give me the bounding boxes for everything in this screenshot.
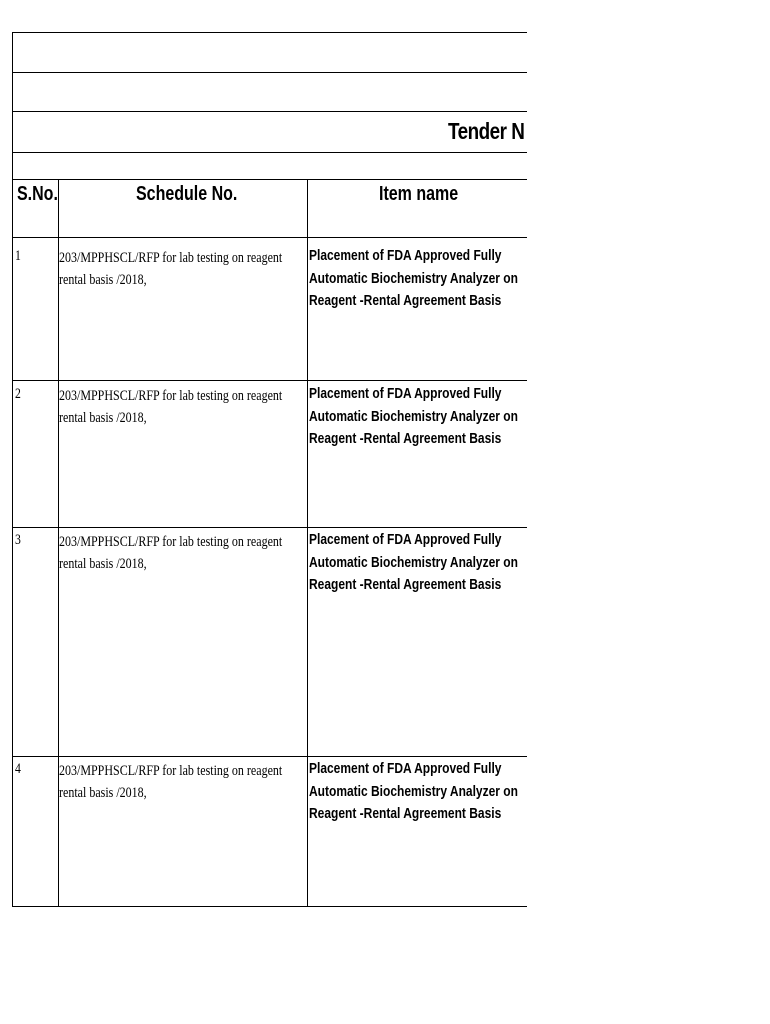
row-divider (13, 72, 527, 73)
row-3-schedule-line2: rental basis /2018, (59, 556, 147, 572)
row-1-schedule-line2: rental basis /2018, (59, 272, 147, 288)
row-4-item-line3: Reagent -Rental Agreement Basis (309, 805, 502, 822)
row-2-schedule-line2: rental basis /2018, (59, 410, 147, 426)
row-3-item-line1: Placement of FDA Approved Fully (309, 531, 502, 548)
header-schedule-no: Schedule No. (136, 183, 238, 205)
row-4-sno: 4 (15, 761, 21, 777)
row-1-item-line2: Automatic Biochemistry Analyzer on (309, 269, 518, 287)
header-bottom-divider (13, 237, 527, 238)
row-1-sno: 1 (15, 248, 21, 264)
row-2-item-line1: Placement of FDA Approved Fully (309, 385, 502, 402)
row-3-schedule (59, 531, 291, 575)
row-1-item (309, 245, 523, 313)
row-4-item-line1: Placement of FDA Approved Fully (309, 760, 502, 777)
tender-sheet (12, 32, 527, 907)
row-3-sno: 3 (15, 532, 21, 548)
row-2-schedule-line1: 203/MPPHSCL/RFP for lab testing on reagent (59, 388, 283, 404)
row-1-schedule-line1: 203/MPPHSCL/RFP for lab testing on reagent (59, 250, 283, 266)
row-3-schedule-line1: 203/MPPHSCL/RFP for lab testing on reagent (59, 534, 283, 550)
row-divider (13, 756, 527, 757)
row-divider (13, 111, 527, 112)
row-2-item-line2: Automatic Biochemistry Analyzer on (309, 407, 518, 425)
header-item-name: Item name (379, 183, 459, 205)
row-4-schedule-line2: rental basis /2018, (59, 785, 147, 801)
row-2-sno: 2 (15, 386, 21, 402)
row-1-schedule (59, 247, 291, 291)
row-4-item-line2: Automatic Biochemistry Analyzer on (309, 782, 518, 800)
row-2-schedule (59, 385, 291, 429)
row-2-item (309, 383, 523, 451)
row-4-schedule (59, 760, 291, 804)
row-4-schedule-line1: 203/MPPHSCL/RFP for lab testing on reagent (59, 763, 283, 779)
row-2-item-line3: Reagent -Rental Agreement Basis (309, 430, 502, 447)
row-3-item-line3: Reagent -Rental Agreement Basis (309, 576, 502, 593)
header-top-divider (13, 179, 527, 180)
tender-title: Tender N (448, 118, 525, 144)
row-1-item-line3: Reagent -Rental Agreement Basis (309, 292, 502, 309)
header-sno: S.No. (17, 183, 58, 205)
row-3-item (309, 529, 523, 597)
row-divider (13, 152, 527, 153)
row-3-item-line2: Automatic Biochemistry Analyzer on (309, 553, 518, 571)
row-divider (13, 527, 527, 528)
column-divider (307, 179, 308, 907)
row-4-item (309, 758, 523, 826)
row-1-item-line1: Placement of FDA Approved Fully (309, 247, 502, 264)
row-divider (13, 380, 527, 381)
